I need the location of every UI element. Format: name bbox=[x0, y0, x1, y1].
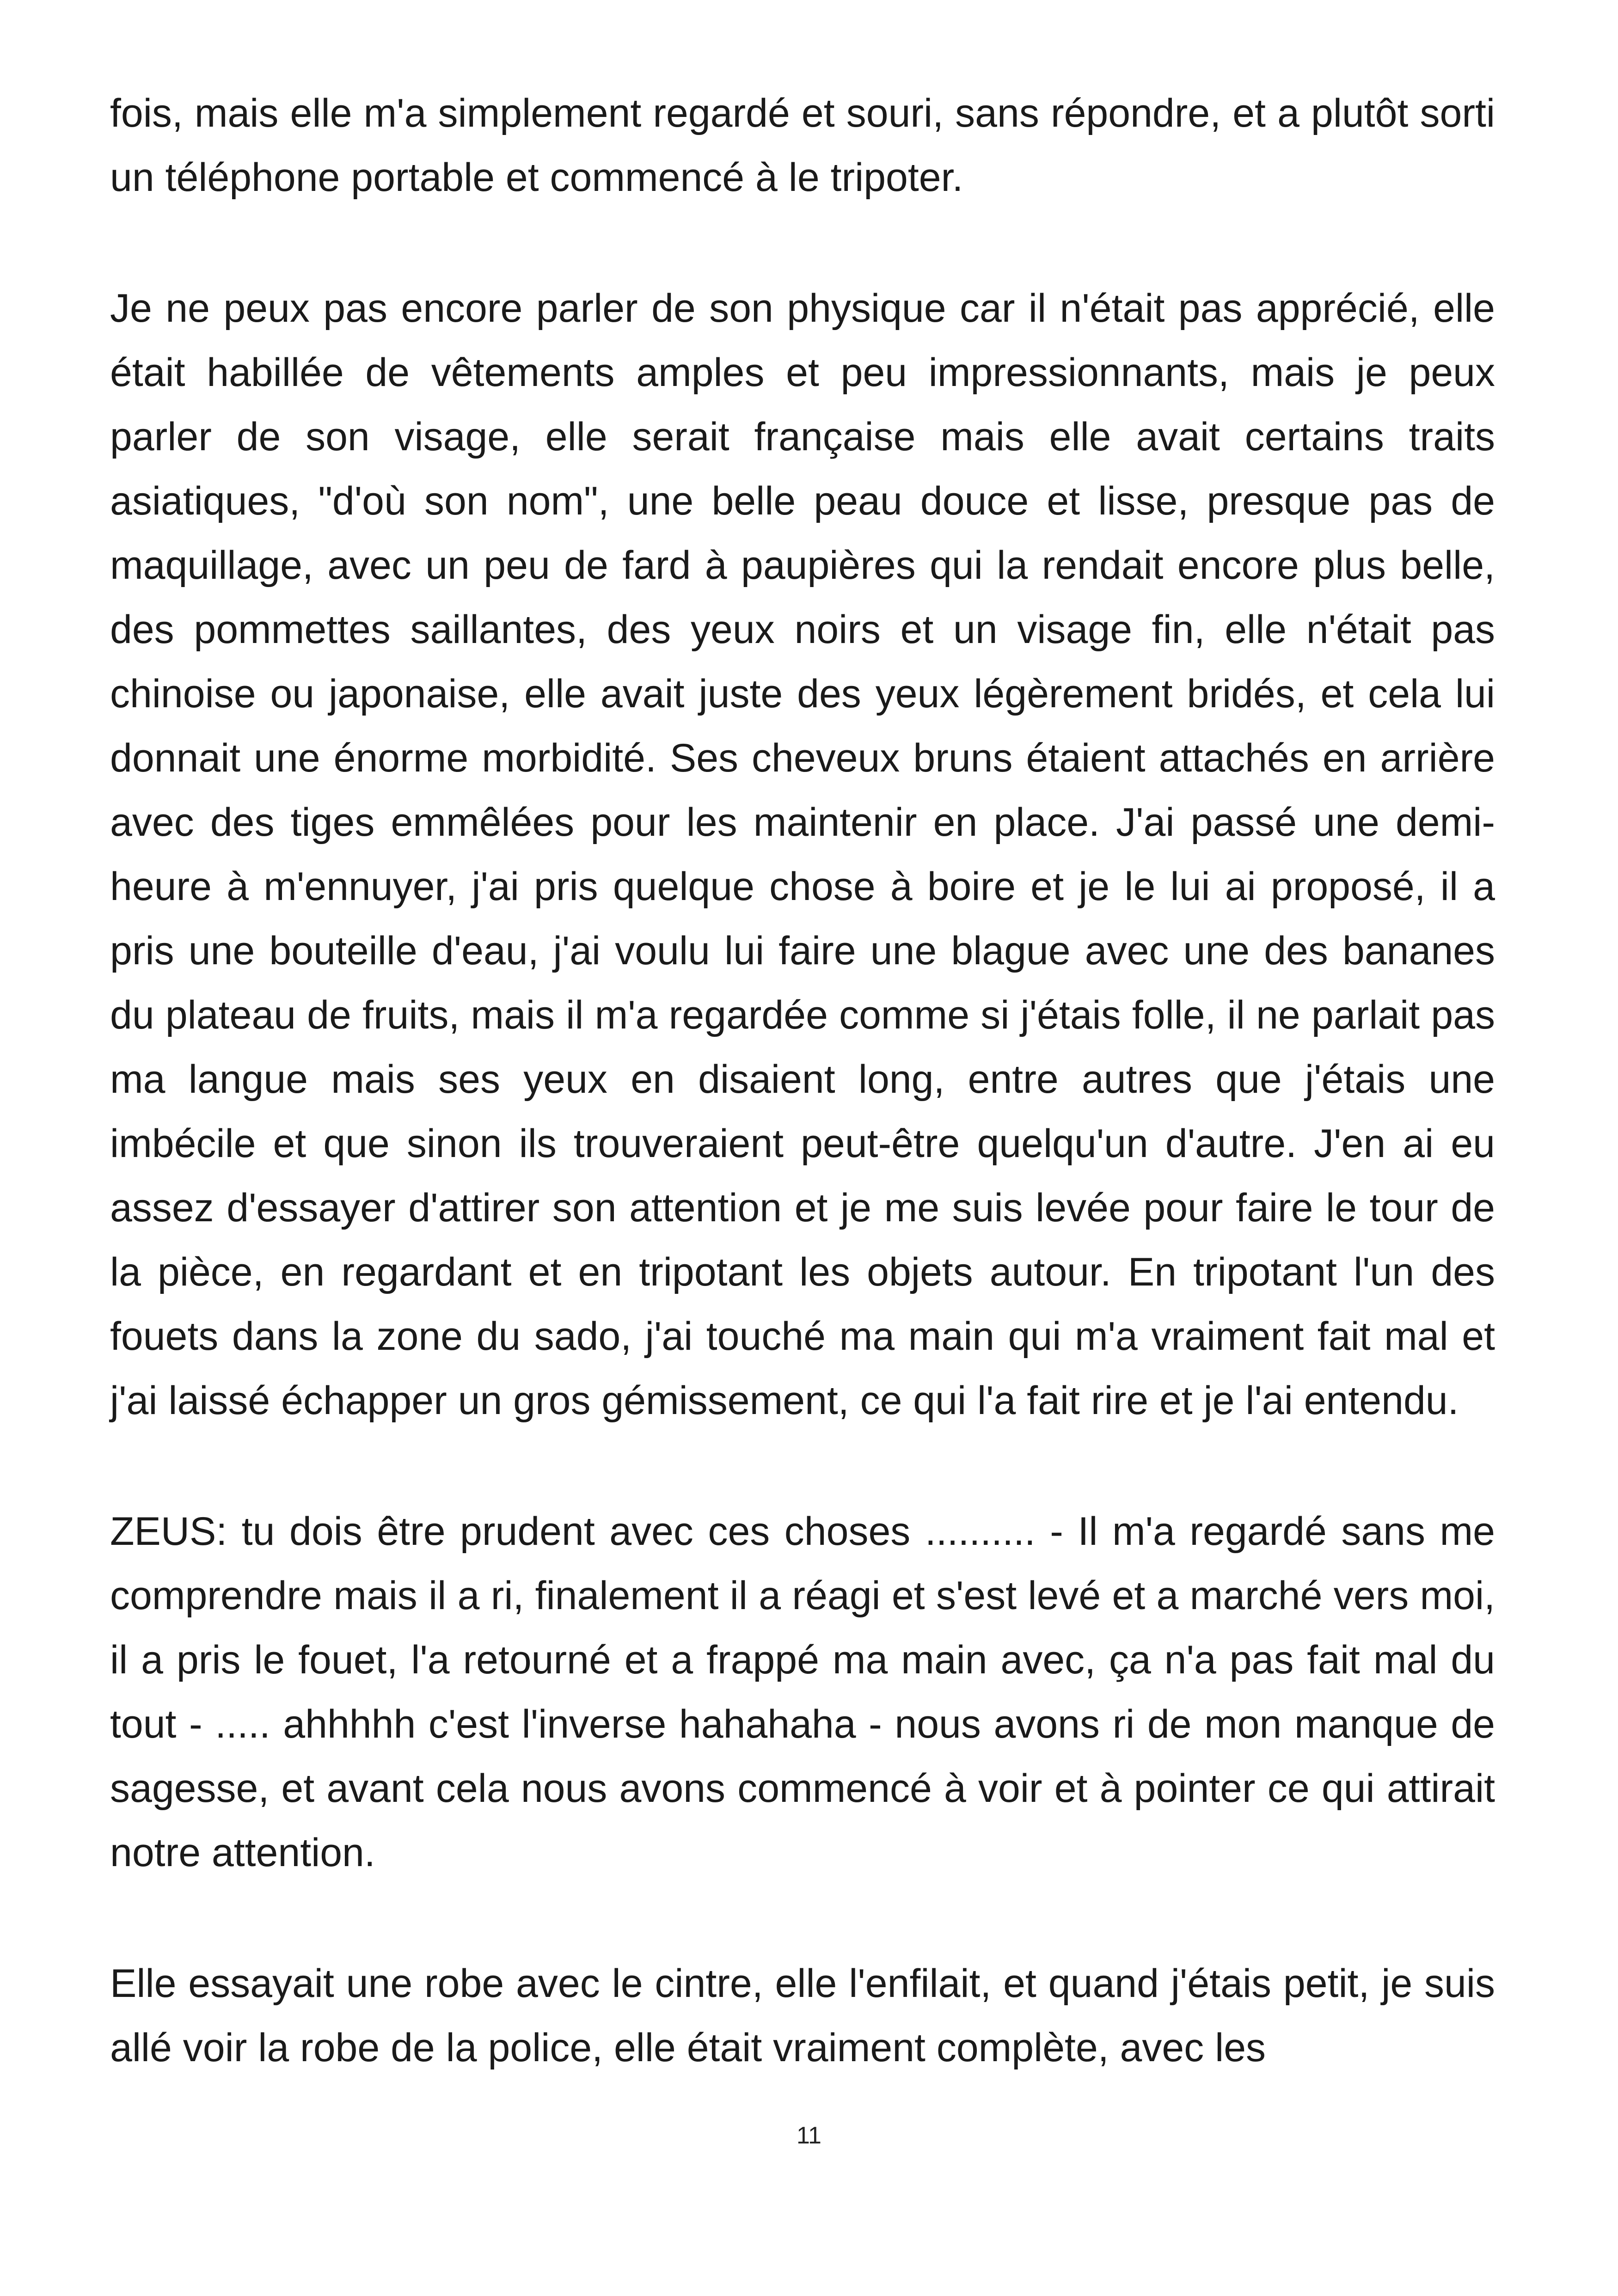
paragraph-4: Elle essayait une robe avec le cintre, elle l'enfilait, et quand j'étais petit, je suis allé voir la robe de la police, elle était vraiment complète, avec les bbox=[110, 1961, 1495, 2070]
paragraph-1: fois, mais elle m'a simplement regardé et souri, sans répondre, et a plutôt sorti un téléphone portable et commencé à le tripoter. bbox=[110, 91, 1495, 200]
text-body bbox=[110, 81, 1495, 2147]
paragraph-2: Je ne peux pas encore parler de son physique car il n'était pas apprécié, elle était habillée de vêtements amples et peu impressionnants, mais je peux parler de son visage, elle serait française mais elle avait certains traits asiatiques, "d'où son nom", une belle peau douce et lisse, presque pas de maquillage, avec un peu de fard à paupières qui la rendait encore plus belle, des pommettes saillantes, des yeux noirs et un visage fin, elle n'était pas chinoise ou japonaise, elle avait juste des yeux légèrement bridés, et cela lui donnait une énorme morbidité. Ses cheveux bruns étaient attachés en arrière avec des tiges emmêlées pour les maintenir en place. J'ai passé une demi-heure à m'ennuyer, j'ai pris quelque chose à boire et je le lui ai proposé, il a pris une bouteille d'eau, j'ai voulu lui faire une blague avec une des bananes du plateau de fruits, mais il m'a regardée comme si j'étais folle, il ne parlait pas ma langue mais ses yeux en disaient long, entre autres que j'étais une imbécile et que sinon ils trouveraient peut-être quelqu'un d'autre. J'en ai eu assez d'essayer d'attirer son attention et je me suis levée pour faire le tour de la pièce, en regardant et en tripotant les objets autour. En tripotant l'un des fouets dans la zone du sado, j'ai touché ma main qui m'a vraiment fait mal et j'ai laissé échapper un gros gémissement, ce qui l'a fait rire et je l'ai entendu. bbox=[110, 286, 1495, 1423]
paragraph-3: ZEUS: tu dois être prudent avec ces choses .......... - Il m'a regardé sans me comprendre mais il a ri, finalement il a réagi et s'est levé et a marché vers moi, il a pris le fouet, l'a retourné et a frappé ma main avec, ça n'a pas fait mal du tout - ..... ahhhhh c'est l'inverse hahahaha - nous avons ri de mon manque de sagesse, et avant cela nous avons commencé à voir et à pointer ce qui attirait notre attention. bbox=[110, 1509, 1495, 1875]
page-number: 11 bbox=[797, 2122, 821, 2149]
